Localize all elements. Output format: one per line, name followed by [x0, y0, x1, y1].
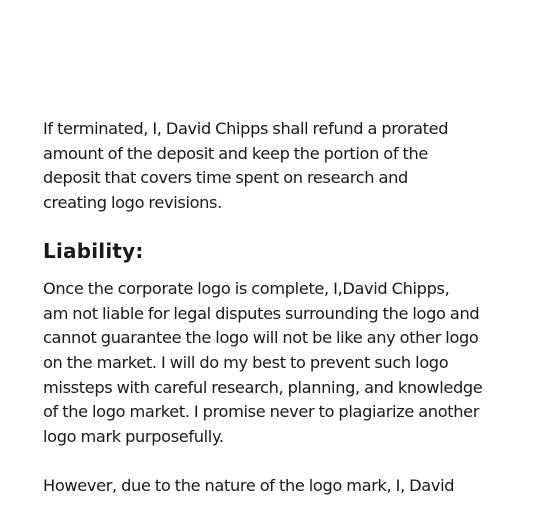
text-line: on the market. I will do my best to prevent such logo: [43, 352, 449, 372]
text-line: If terminated, I, David Chipps shall refund a prorated: [43, 119, 449, 138]
text-line: amount of the deposit and keep the portion of the: [43, 143, 428, 163]
liability-paragraph: [43, 277, 528, 450]
text-line: However, due to the nature of the logo mark, I, David: [43, 475, 455, 495]
refund-paragraph: [43, 117, 528, 216]
however-paragraph: [43, 474, 528, 499]
text-line: Once the corporate logo is complete, I,David Chipps,: [43, 278, 450, 298]
text-line: am not liable for legal disputes surrounding the logo and: [43, 303, 480, 323]
text-line: cannot guarantee the logo will not be like any other logo: [43, 328, 479, 348]
document-body: [43, 117, 528, 498]
text-line: deposit that covers time spent on research and: [43, 168, 408, 188]
liability-heading: Liability:: [43, 238, 144, 263]
text-line: missteps with careful research, planning, and knowledge: [43, 377, 483, 397]
text-line: creating logo revisions.: [43, 193, 222, 213]
text-line: of the logo market. I promise never to plagiarize another: [43, 402, 480, 422]
text-line: logo mark purposefully.: [43, 427, 224, 447]
